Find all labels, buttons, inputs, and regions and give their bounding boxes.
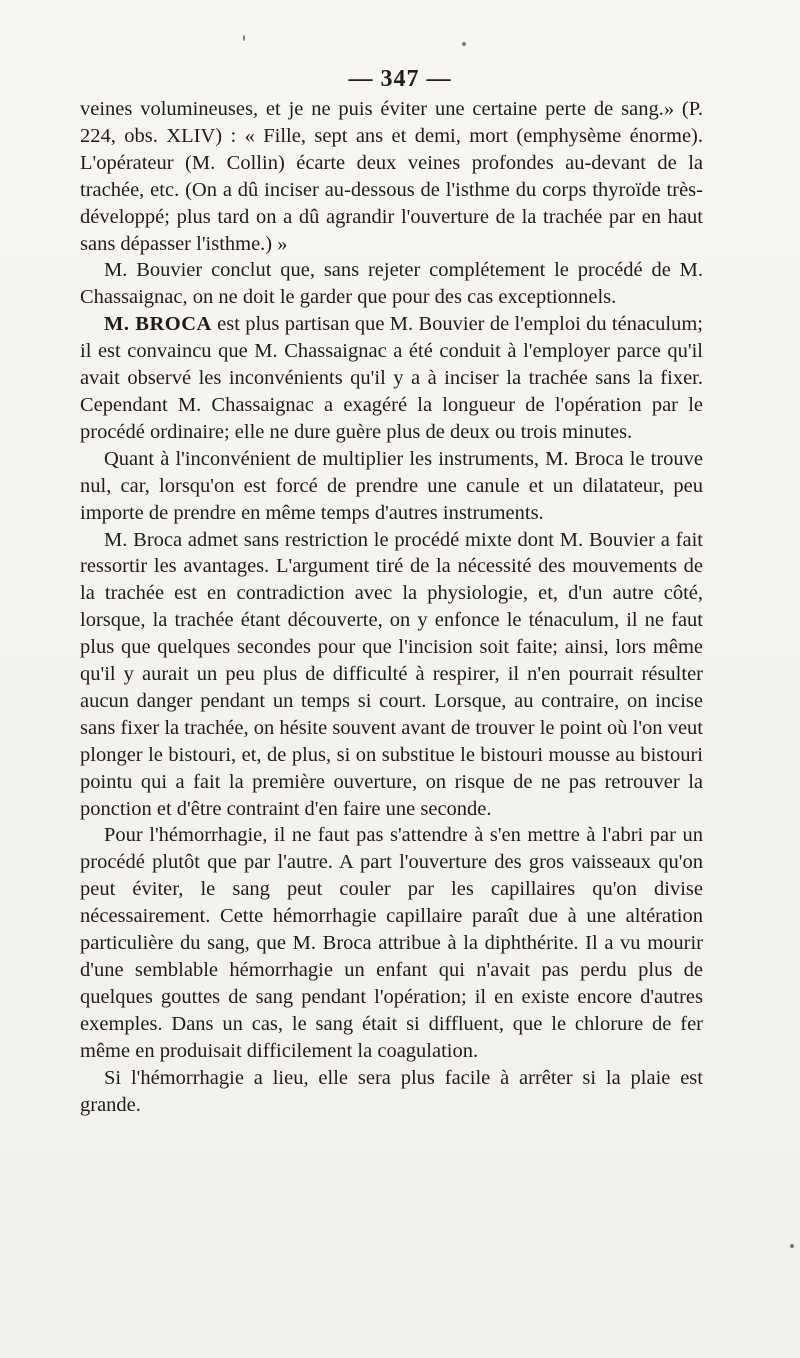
paragraph: Si l'hémorrhagie a lieu, elle sera plus facile à arrêter si la plaie est grande. bbox=[80, 1066, 703, 1116]
paragraph: Pour l'hémorrhagie, il ne faut pas s'attendre à s'en mettre à l'abri par un procédé plutôt que par l'autre. A part l'ouverture des gros vaisseaux qu'on peut éviter, le sang peut couler par les capillaires qu'on divise nécessairement. Cette hémorrhagie capillaire paraît due à une altération particulière du sang, que M. Broca attribue à la diphthérite. Il a vu mourir d'une semblable hémorrhagie un enfant qui n'avait pas perdu plus de quelques gouttes de sang pendant l'opération; il en existe encore d'autres exemples. Dans un cas, le sang était si diffluent, que le chlorure de fer même en produisait difficilement la coagulation. bbox=[80, 824, 703, 1062]
paragraph: M. Bouvier conclut que, sans rejeter complétement le procédé de M. Chassaignac, on ne doit le garder que pour des cas exceptionnels. bbox=[80, 259, 703, 309]
paragraph: Quant à l'inconvénient de multiplier les instruments, M. Broca le trouve nul, car, lorsqu'on est forcé de prendre une canule et un dilatateur, peu importe de prendre en même temps d'autres instruments. bbox=[80, 447, 703, 524]
ink-speck bbox=[462, 42, 466, 46]
paragraph: M. Broca admet sans restriction le procédé mixte dont M. Bouvier a fait ressortir les avantages. L'argument tiré de la nécessité des mouvements de la trachée est en contradiction avec la physiologie, et, d'un autre côté, lorsque, la trachée étant découverte, on y enfonce le ténaculum, il ne faut plus que quelques secondes pour que l'incision soit faite; ainsi, lors même qu'il y aurait un peu plus de difficulté à respirer, il n'en pourrait résulter aucun danger pendant un temps si court. Lorsque, au contraire, on incise sans fixer la trachée, on hésite souvent avant de trouver le point où l'on veut plonger le bistouri, et, de plus, si on substitue le bistouri mousse au bistouri pointu qui a fait la première ouverture, on risque de ne pas retrouver la ponction et d'être contraint d'en faire une seconde. bbox=[80, 528, 703, 820]
paragraph-text: est plus partisan que M. Bouvier de l'emploi du ténaculum; il est convaincu que M. Chassaignac a été conduit à l'employer parce qu'il avait observé les inconvénients qu'il y a à inciser la trachée sans la fixer. Cependant M. Chassaignac a exagéré la longueur de l'opération par le procédé ordinaire; elle ne dure guère plus de deux ou trois minutes. bbox=[80, 313, 703, 443]
paragraph: veines volumineuses, et je ne puis éviter une certaine perte de sang.» (P. 224, obs. XLIV) : « Fille, sept ans et demi, mort (emphysème énorme). L'opérateur (M. Collin) écarte deux veines profondes au-devant de la trachée, etc. (On a dû inciser au-dessous de l'isthme du corps thyroïde très-développé; plus tard on a dû agrandir l'ouverture de la trachée par en haut sans dépasser l'isthme.) » bbox=[80, 98, 703, 255]
speaker-name: M. BROCA bbox=[104, 313, 212, 336]
body-text bbox=[80, 96, 703, 1118]
ink-speck bbox=[790, 1244, 794, 1248]
paragraph bbox=[80, 311, 703, 446]
ink-speck bbox=[243, 35, 245, 41]
page-number: — 347 — bbox=[348, 66, 452, 92]
